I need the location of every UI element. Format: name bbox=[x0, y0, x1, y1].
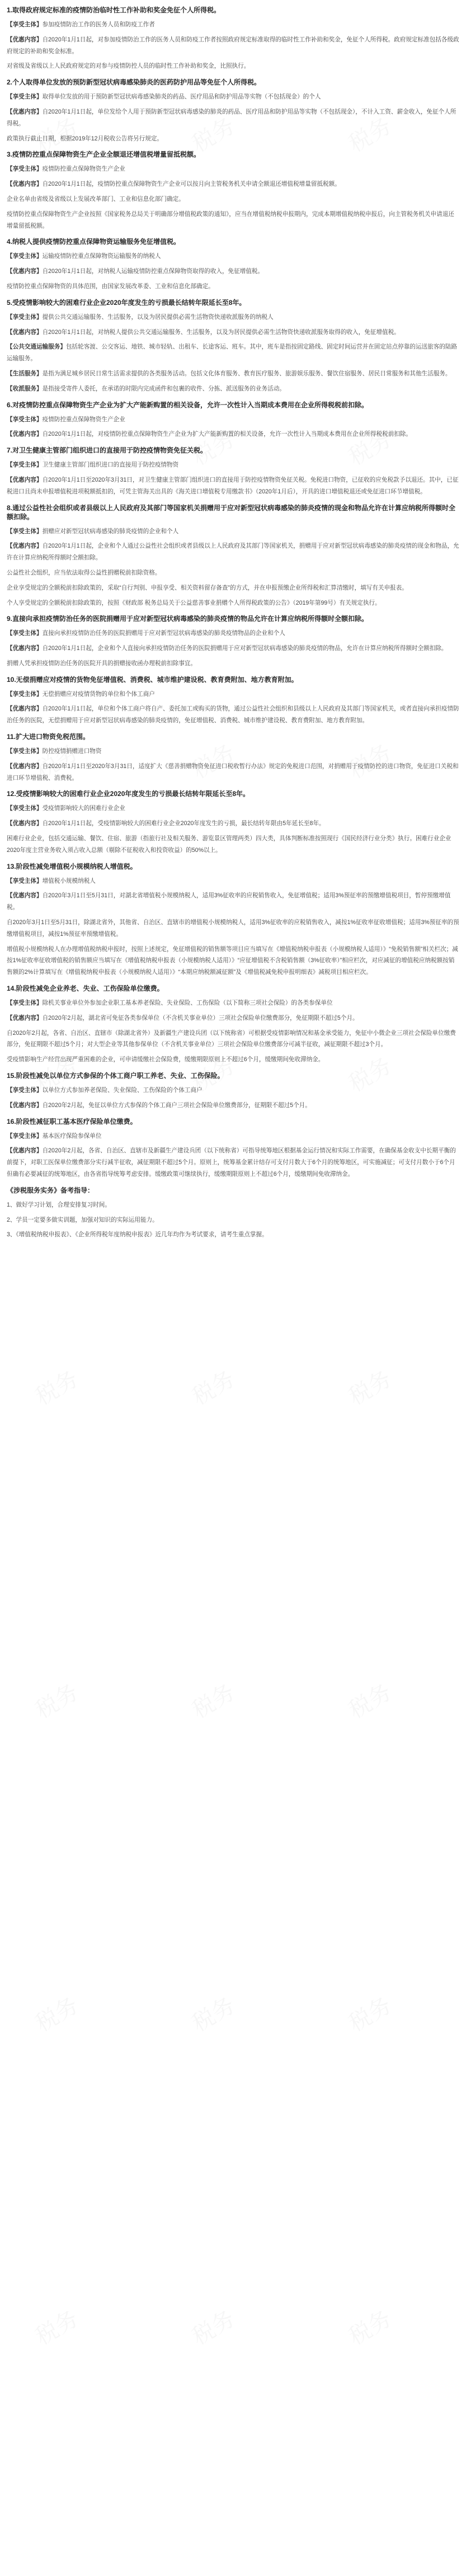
paragraph-text: 对省级及省级以上人民政府规定的对参与疫情防控人员的临时性工作补助和奖金，比照执行。 bbox=[7, 63, 250, 70]
section-heading: 10.无偿捐赠应对疫情的货物免征增值税、消费税、城市维护建设税、教育费附加、地方教育附加。 bbox=[7, 675, 298, 684]
paragraph bbox=[7, 1085, 459, 1096]
paragraph-text: 困难行业企业，包括交通运输、餐饮、住宿、旅游（指旅行社及相关服务、游览景区管理两类）四大类，具体判断标准按照现行《国民经济行业分类》执行。困难行业企业2020年度主营业务收入须占收入总额（剔除不征税收入和投资收益）的50%以上。 bbox=[7, 835, 451, 854]
paragraph-text: 无偿捐赠应对疫情货物的单位和个体工商户 bbox=[42, 690, 155, 698]
paragraph bbox=[7, 1131, 459, 1142]
paragraph-lead: 【优惠内容】 bbox=[7, 1014, 43, 1021]
paragraph bbox=[7, 428, 459, 440]
paragraph-text: 参加疫情防治工作的医务人员和防疫工作者 bbox=[42, 21, 155, 28]
watermark-text bbox=[185, 1675, 240, 1725]
paragraph-lead: 【享受主体】 bbox=[7, 748, 43, 755]
paragraph-lead: 【享受主体】 bbox=[7, 1132, 43, 1139]
paragraph-lead: 【优惠内容】 bbox=[7, 476, 43, 483]
paragraph-text: 受疫情影响较大的困难行业企业 bbox=[42, 805, 125, 812]
paragraph-text: 基本医疗保险参保单位 bbox=[42, 1132, 102, 1139]
paragraph bbox=[7, 266, 459, 277]
paragraph bbox=[7, 703, 459, 727]
section-heading: 3.疫情防控重点保障物资生产企业全额退还增值税增量留抵税额。 bbox=[7, 150, 201, 159]
document bbox=[0, 6, 466, 2576]
paragraph-lead: 【优惠内容】 bbox=[7, 705, 43, 713]
paragraph-lead: 【享受主体】 bbox=[7, 630, 43, 637]
paragraph-lead: 【享受主体】 bbox=[7, 1087, 43, 1094]
watermark-text bbox=[29, 2301, 83, 2351]
section-heading: 1.取得政府规定标准的疫情防治临时性工作补助和奖金免征个人所得税。 bbox=[7, 6, 221, 14]
section-heading: 7.对卫生健康主管部门组织进口的直接用于防控疫情物资免征关税。 bbox=[7, 446, 208, 455]
section-heading: 4.纳税人提供疫情防控重点保障物资运输服务免征增值税。 bbox=[7, 238, 181, 246]
paragraph-lead: 【生活服务】 bbox=[7, 370, 43, 377]
paragraph-lead: 【享受主体】 bbox=[7, 93, 43, 101]
paragraph bbox=[7, 540, 459, 564]
paragraph-lead: 【优惠内容】 bbox=[7, 181, 43, 188]
watermark-text bbox=[29, 1675, 83, 1725]
paragraph-lead: 【优惠内容】 bbox=[7, 36, 43, 43]
paragraph-text: 自2020年1月1日起，对纳税人提供公共交通运输服务、生活服务，以及为居民提供必需生活物资快递收派服务取得的收入，免征增值税。 bbox=[42, 328, 400, 336]
paragraph bbox=[7, 818, 459, 830]
paragraph-text: 自2020年3月1日至5月31日，对湖北省增值税小规模纳税人，适用3%征收率的应税销售收入，免征增值税；适用3%预征率的预缴增值税项目，暂停预缴增值税。 bbox=[7, 892, 451, 911]
paragraph-text: 增值税小规模纳税人 bbox=[42, 877, 96, 884]
paragraph-lead: 【享受主体】 bbox=[7, 21, 43, 28]
paragraph bbox=[7, 944, 459, 978]
paragraph-lead: 【优惠内容】 bbox=[7, 645, 43, 652]
paragraph-text: 自2020年1月1日起，单位和个体工商户将自产、委托加工或购买的货物，通过公益性社会组织和县级以上人民政府及其部门等国家机关，或者直接向承担疫情防治任务的医院，无偿捐赠用于应对新型冠状病毒感染的肺炎疫情的，免征增值税、消费税、城市维护建设税、教育费附加、地方教育附加。 bbox=[7, 705, 459, 724]
paragraph bbox=[7, 875, 459, 887]
paragraph-text: 自2020年1月1日至2020年3月31日，对卫生健康主管部门组织进口的直接用于防控疫情物资免征关税。免税进口物资，已征收的应免税款予以退还。其中，已征税进口且尚未申报增值税进项税额抵扣的，可凭主管海关出具的《海关进口增值税专用缴款书》（2020年1月后），开具的进口增值税退还或免征进口环节增值税。 bbox=[7, 476, 459, 495]
paragraph-text: 政策执行截止日期，根据2019年12月税收公告将另行规定。 bbox=[7, 135, 163, 142]
paragraph-lead: 【享受主体】 bbox=[7, 313, 43, 321]
paragraph bbox=[7, 414, 459, 426]
paragraph bbox=[7, 1028, 459, 1051]
paragraph bbox=[7, 133, 459, 145]
paragraph-text: 企业名单由省级及省级以上发展改革部门、工业和信息化部门确定。 bbox=[7, 195, 185, 202]
paragraph-lead: 【享受主体】 bbox=[7, 877, 43, 884]
paragraph bbox=[7, 178, 459, 190]
watermark-text bbox=[29, 1362, 83, 1411]
paragraph bbox=[7, 746, 459, 757]
section-heading: 11.扩大进口物资免税范围。 bbox=[7, 733, 90, 741]
paragraph-lead: 【优惠内容】 bbox=[7, 892, 43, 900]
section-heading: 15.阶段性减免以单位方式参保的个体工商户职工养老、失业、工伤保险。 bbox=[7, 1072, 224, 1080]
paragraph bbox=[7, 91, 459, 103]
paragraph bbox=[7, 628, 459, 639]
paragraph bbox=[7, 803, 459, 814]
paragraph-lead: 【优惠内容】 bbox=[7, 820, 43, 827]
section-heading: 16.阶段性减征职工基本医疗保险单位缴费。 bbox=[7, 1117, 137, 1125]
paragraph-text: 是指接受寄件人委托，在承诺的时限内完成函件和包裹的收件、分拣、派送服务的业务活动。 bbox=[42, 385, 285, 392]
paragraph bbox=[7, 567, 459, 579]
paragraph bbox=[7, 890, 459, 913]
section-heading: 5.受疫情影响较大的困难行业企业2020年度发生的亏损最长结转年限延长至8年。 bbox=[7, 298, 246, 307]
paragraph-text: 以单位方式参加养老保险、失业保险、工伤保险的个体工商户 bbox=[42, 1087, 203, 1094]
paragraph-text: 公益性社会组织，应当依法取得公益性捐赠税前扣除资格。 bbox=[7, 569, 161, 576]
paragraph-lead: 【享受主体】 bbox=[7, 690, 43, 698]
paragraph-text: 自2020年1月1日起，对疫情防控重点保障物资生产企业为扩大产能新购置的相关设备，允许一次性计入当期成本费用在企业所得税税前扣除。 bbox=[42, 431, 412, 438]
paragraph-lead: 【享受主体】 bbox=[7, 166, 43, 173]
watermark-text bbox=[185, 1988, 240, 2038]
paragraph-text: 自2020年1月1日至2020年3月31日，适度扩大《慈善捐赠物资免征进口税收暂行办法》规定的免税进口范围，对捐赠用于疫情防控的进口物资，免征进口关税和进口环节增值税、消费税。 bbox=[7, 762, 459, 781]
paragraph-text: 运输疫情防控重点保障物资运输服务的纳税人 bbox=[42, 253, 161, 260]
paragraph bbox=[7, 643, 459, 654]
paragraph-lead: 【享受主体】 bbox=[7, 461, 43, 469]
paragraph-lead: 【公共交通运输服务】 bbox=[7, 343, 66, 351]
paragraph bbox=[7, 163, 459, 175]
paragraph bbox=[7, 689, 459, 700]
paragraph bbox=[7, 761, 459, 784]
paragraph-text: 自2020年1月1日起，单位发给个人用于预防新型冠状病毒感染的肺炎的药品、医疗用品和防护用品等实物（不包括现金），不计入工资、薪金收入，免征个人所得税。 bbox=[7, 108, 456, 127]
paragraph-text: 2、学员一定要多做实训题，加强对知识的实际运用能力。 bbox=[7, 1216, 158, 1223]
paragraph bbox=[7, 1012, 459, 1024]
paragraph bbox=[7, 1229, 459, 1241]
paragraph-lead: 【优惠内容】 bbox=[7, 543, 43, 550]
section-heading: 14.阶段性减免企业养老、失业、工伤保险单位缴费。 bbox=[7, 985, 164, 993]
paragraph-text: 自2020年1月1日起，企业和个人直接向承担疫情防治任务的医院捐赠用于应对新型冠状病毒感染的肺炎疫情的物品，允许在计算应纳税所得额时全额扣除。 bbox=[42, 645, 448, 652]
paragraph bbox=[7, 1145, 459, 1180]
paragraph-text: 自2020年1月1日起，对纳税人运输疫情防控重点保障物资取得的收入，免征增值税。 bbox=[42, 268, 264, 275]
paragraph-lead: 【优惠内容】 bbox=[7, 762, 43, 770]
paragraph-lead: 【享受主体】 bbox=[7, 528, 43, 535]
paragraph-lead: 【优惠内容】 bbox=[7, 1147, 43, 1155]
paragraph-text: 自2020年2月起，各省、自治区、直辖市及新疆生产建设兵团（以下统称省）可指导统筹地区根据基金运行情况和实际工作需要，在确保基金收支中长期平衡的前提下，对职工医保单位缴费部分实行减半征收，减征期限不超过5个月。原则上，统筹基金累计结存可支付月数大于6个月的统筹地区，可实施减征；可支付月数小于6个月但确有必要减征的统筹地区，由各省指导统筹考虑安排。缓缴政策可继续执行，缓缴期限原则上不超过6个月，缓缴期间免收滞纳金。 bbox=[7, 1147, 456, 1178]
paragraph-lead: 【优惠内容】 bbox=[7, 328, 43, 336]
paragraph-text: 3、《增值税纳税申报表》、《企业所得税年度纳税申报表》近几年均作为考试要求，请考生重点掌握。 bbox=[7, 1231, 268, 1238]
paragraph-text: 提供公共交通运输服务、生活服务，以及为居民提供必需生活物资快递收派服务的纳税人 bbox=[42, 313, 274, 321]
section-heading: 8.通过公益性社会组织或者县级以上人民政府及其部门等国家机关捐赠用于应对新型冠状病毒感染的肺炎疫情的现金和物品允许在计算应纳税所得额时全额扣除。 bbox=[7, 503, 456, 521]
paragraph bbox=[7, 368, 459, 380]
paragraph-text: 是指为满足城乡居民日常生活需求提供的各类服务活动。包括文化体育服务、教育医疗服务、旅游娱乐服务、餐饮住宿服务、居民日常服务和其他生活服务。 bbox=[42, 370, 451, 377]
paragraph bbox=[7, 597, 459, 609]
paragraph bbox=[7, 459, 459, 471]
paragraph-text: 捐赠人凭承担疫情防治任务的医院开具的捐赠接收函办理税前扣除事宜。 bbox=[7, 660, 196, 667]
paragraph-text: 1、做好学习计划，合理安排复习时间。 bbox=[7, 1201, 111, 1208]
paragraph bbox=[7, 658, 459, 670]
section-heading: 13.阶段性减免增值税小规模纳税人增值税。 bbox=[7, 862, 137, 870]
paragraph bbox=[7, 312, 459, 323]
paragraph-text: 疫情防控重点保障物资生产企业 bbox=[42, 166, 125, 173]
paragraph-text: 自2020年2月起，免征以单位方式参保的个体工商户三项社会保险单位缴费部分，征期限不超过5个月。 bbox=[42, 1101, 311, 1109]
paragraph-text: 个人享受规定的全额税前扣除政策的，按照《财政部 税务总局关于公益慈善事业捐赠个人所得税政策的公告》（2019年第99号）有关规定执行。 bbox=[7, 599, 381, 606]
paragraph-text: 直接向承担疫情防治任务的医院捐赠用于应对新型冠状病毒感染的肺炎疫情物品的企业和个人 bbox=[42, 630, 285, 637]
paragraph bbox=[7, 474, 459, 498]
paragraph-text: 受疫情影响生产经营出现严重困难的企业，可申请缓缴社会保险费，缓缴期限原则上不超过6个月，缓缴期间免收滞纳金。 bbox=[7, 1056, 324, 1063]
paragraph bbox=[7, 526, 459, 538]
paragraph bbox=[7, 1214, 459, 1226]
paragraph bbox=[7, 19, 459, 31]
paragraph-text: 卫生健康主管部门组织进口的直接用于防控疫情物资 bbox=[42, 461, 179, 469]
paragraph-text: 疫情防控重点保障物资生产企业 bbox=[42, 416, 125, 423]
paragraph bbox=[7, 251, 459, 262]
paragraph bbox=[7, 281, 459, 293]
paragraph-text: 企业享受规定的全额税前扣除政策的，采取“自行判别、申报享受、相关资料留存备查”的方式，并在申报预缴企业所得税和汇算清缴时，填写有关申报表。 bbox=[7, 584, 408, 591]
paragraph bbox=[7, 194, 459, 205]
paragraph bbox=[7, 1054, 459, 1066]
watermark-text bbox=[29, 1988, 83, 2038]
paragraph-lead: 【享受主体】 bbox=[7, 1000, 43, 1007]
paragraph-text: 除机关事业单位外参加企业职工基本养老保险、失业保险、工伤保险（以下简称三项社会保险）的各类参保单位 bbox=[42, 1000, 333, 1007]
paragraph bbox=[7, 917, 459, 940]
paragraph-lead: 【享受主体】 bbox=[7, 416, 43, 423]
paragraph bbox=[7, 1199, 459, 1211]
article-body bbox=[7, 6, 459, 1241]
paragraph-text: 自2020年1月1日起，疫情防控重点保障物资生产企业可以按月向主管税务机关申请全额退还增值税增量留抵税额。 bbox=[42, 181, 341, 188]
paragraph-lead: 【享受主体】 bbox=[7, 253, 43, 260]
paragraph bbox=[7, 209, 459, 232]
paragraph bbox=[7, 997, 459, 1009]
paragraph bbox=[7, 106, 459, 130]
watermark-text bbox=[185, 2301, 240, 2351]
paragraph-lead: 【优惠内容】 bbox=[7, 268, 43, 275]
paragraph bbox=[7, 383, 459, 395]
paragraph-lead: 【优惠内容】 bbox=[7, 1101, 43, 1109]
watermark-text bbox=[185, 1362, 240, 1411]
watermark-text bbox=[342, 2301, 397, 2351]
paragraph-text: 自2020年2月起，湖北省可免征各类参保单位（不含机关事业单位）三项社会保险单位缴费部分，免征期限不超过5个月。 bbox=[42, 1014, 359, 1021]
section-heading: 《涉税服务实务》备考指导： bbox=[7, 1186, 95, 1194]
paragraph-text: 疫情防控重点保障物资的具体范围，由国家发展改革委、工业和信息化部确定。 bbox=[7, 282, 214, 290]
paragraph-text: 增值税小规模纳税人在办理增值税纳税申报时，按照上述规定，免征增值税的销售额等项目应当填写在《增值税纳税申报表（小规模纳税人适用）》“免税销售额”相关栏次；减按1%征收率征收增值税的销售额应当填写在《增值税纳税申报表（小规模纳税人适用）》“应征增值税不含税销售额（3%征收率）”相应栏次，对应减征的增值税应纳税额按销售额的2%计算填写在《增值税纳税申报表（小规模纳税人适用）》“本期应纳税额减征额”及《增值税减免税申报明细表》减税项目相应栏次。 bbox=[7, 945, 458, 976]
watermark-text bbox=[342, 1675, 397, 1725]
paragraph-lead: 【优惠内容】 bbox=[7, 108, 43, 115]
paragraph-lead: 【享受主体】 bbox=[7, 805, 43, 812]
paragraph bbox=[7, 60, 459, 72]
paragraph-text: 自2020年1月1日起，对参加疫情防治工作的医务人员和防疫工作者按照政府规定标准取得的临时性工作补助和奖金，免征个人所得税。政府规定标准包括各级政府规定的补助和奖金标准。 bbox=[7, 36, 459, 55]
paragraph-text: 防控疫情捐赠进口物资 bbox=[42, 748, 102, 755]
paragraph-lead: 【优惠内容】 bbox=[7, 431, 43, 438]
paragraph-text: 自2020年1月1日起，受疫情影响较大的困难行业企业2020年度发生的亏损，最长结转年限由5年延长至8年。 bbox=[42, 820, 325, 827]
paragraph bbox=[7, 1100, 459, 1112]
section-heading: 9.直接向承担疫情防治任务的医院捐赠用于应对新型冠状病毒感染的肺炎疫情的物品允许在计算应纳税所得额时全额扣除。 bbox=[7, 615, 369, 623]
paragraph-text: 自2020年1月1日起，企业和个人通过公益性社会组织或者县级以上人民政府及其部门等国家机关，捐赠用于应对新型冠状病毒感染的肺炎疫情的现金和物品，允许在计算应纳税所得额时全额扣除。 bbox=[7, 543, 459, 562]
paragraph-lead: 【收派服务】 bbox=[7, 385, 43, 392]
watermark-text bbox=[342, 1988, 397, 2038]
watermark-text bbox=[342, 1362, 397, 1411]
paragraph-text: 疫情防控重点保障物资生产企业按照《国家税务总局关于明确部分增值税政策的通知》，应当在增值税纳税申报期内，完成本期增值税纳税申报后，向主管税务机关申请退还增量留抵税额。 bbox=[7, 210, 454, 229]
paragraph bbox=[7, 833, 459, 856]
paragraph-text: 包括轮客渡、公交客运、地铁、城市轻轨、出租车、长途客运、班车。其中，班车是指按固定路线、固定时间运营并在固定站点停靠的运送旅客的陆路运输服务。 bbox=[7, 343, 458, 362]
paragraph bbox=[7, 341, 459, 365]
paragraph-text: 自2020年2月起，各省、自治区、直辖市（除湖北省外）及新疆生产建设兵团（以下统称省）可根据受疫情影响情况和基金承受能力，免征中小微企业三项社会保险单位缴费部分，免征期限不超过5个月；对大型企业等其他参保单位（不含机关事业单位）三项社会保险单位缴费部分可减半征收，减征期限不超过3个月。 bbox=[7, 1029, 456, 1048]
section-heading: 12.受疫情影响较大的困难行业企业2020年度发生的亏损最长结转年限延长至8年。 bbox=[7, 790, 250, 798]
paragraph-text: 捐赠应对新型冠状病毒感染的肺炎疫情的企业和个人 bbox=[42, 528, 179, 535]
paragraph bbox=[7, 582, 459, 594]
paragraph-text: 取得单位发放的用于预防新型冠状病毒感染肺炎的药品、医疗用品和防护用品等实物（不包括现金）的个人 bbox=[42, 93, 321, 101]
paragraph bbox=[7, 327, 459, 338]
paragraph bbox=[7, 34, 459, 58]
paragraph-text: 自2020年3月1日至5月31日，除湖北省外，其他省、自治区、直辖市的增值税小规模纳税人，适用3%征收率的应税销售收入，减按1%征收率征收增值税；适用3%预征率的预缴增值税项目，减按1%预征率预缴增值税。 bbox=[7, 919, 459, 938]
section-heading: 6.对疫情防控重点保障物资生产企业为扩大产能新购置的相关设备，允许一次性计入当期成本费用在企业所得税税前扣除。 bbox=[7, 401, 369, 409]
section-heading: 2.个人取得单位发放的预防新型冠状病毒感染肺炎的医药防护用品等免征个人所得税。 bbox=[7, 78, 261, 87]
